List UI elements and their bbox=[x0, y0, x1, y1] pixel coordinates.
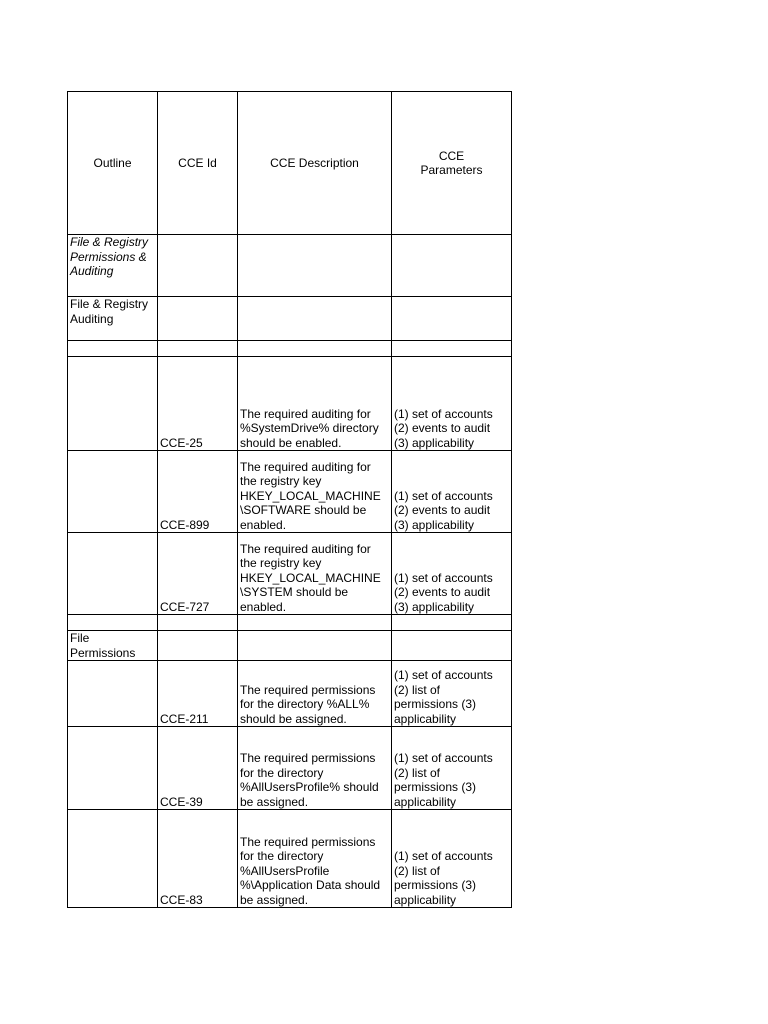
description-cell: The required permissions for the directory %AllUsersProfile% should be assigned. bbox=[238, 727, 392, 810]
cce-id-cell: CCE-899 bbox=[158, 451, 238, 533]
cce-table bbox=[67, 91, 512, 908]
description-cell: The required auditing for the registry key HKEY_LOCAL_MACHINE \SOFTWARE should be enabled. bbox=[238, 451, 392, 533]
subsection-label: File Permissions bbox=[68, 631, 158, 661]
section-label: File & Registry Permissions & Auditing bbox=[68, 235, 158, 297]
cce-id-cell: CCE-83 bbox=[158, 810, 238, 908]
parameters-cell: (1) set of accounts (2) list of permissions (3) applicability bbox=[392, 810, 512, 908]
description-cell: The required permissions for the directory %ALL% should be assigned. bbox=[238, 661, 392, 727]
header-outline: Outline bbox=[68, 92, 158, 235]
header-cce-description: CCE Description bbox=[238, 92, 392, 235]
header-cce-id: CCE Id bbox=[158, 92, 238, 235]
table-row bbox=[68, 661, 512, 727]
parameters-cell: (1) set of accounts (2) events to audit (3) applicability bbox=[392, 533, 512, 615]
table-row bbox=[68, 451, 512, 533]
header-cce-parameters: CCE Parameters bbox=[392, 92, 512, 235]
section-row bbox=[68, 235, 512, 297]
subsection-row bbox=[68, 631, 512, 661]
cce-id-cell: CCE-25 bbox=[158, 357, 238, 451]
table-row bbox=[68, 727, 512, 810]
cce-id-cell: CCE-211 bbox=[158, 661, 238, 727]
description-cell: The required auditing for %SystemDrive% directory should be enabled. bbox=[238, 357, 392, 451]
subsection-label: File & Registry Auditing bbox=[68, 297, 158, 341]
subsection-row bbox=[68, 297, 512, 341]
description-cell: The required permissions for the directory %AllUsersProfile %\Application Data should be assigned. bbox=[238, 810, 392, 908]
parameters-cell: (1) set of accounts (2) list of permissions (3) applicability bbox=[392, 727, 512, 810]
cce-id-cell: CCE-39 bbox=[158, 727, 238, 810]
description-cell: The required auditing for the registry key HKEY_LOCAL_MACHINE \SYSTEM should be enabled. bbox=[238, 533, 392, 615]
spacer-row bbox=[68, 341, 512, 357]
header-row bbox=[68, 92, 512, 235]
spacer-row bbox=[68, 615, 512, 631]
cce-id-cell: CCE-727 bbox=[158, 533, 238, 615]
table-row bbox=[68, 810, 512, 908]
table-row bbox=[68, 357, 512, 451]
parameters-cell: (1) set of accounts (2) events to audit (3) applicability bbox=[392, 357, 512, 451]
parameters-cell: (1) set of accounts (2) list of permissions (3) applicability bbox=[392, 661, 512, 727]
table-row bbox=[68, 533, 512, 615]
parameters-cell: (1) set of accounts (2) events to audit (3) applicability bbox=[392, 451, 512, 533]
